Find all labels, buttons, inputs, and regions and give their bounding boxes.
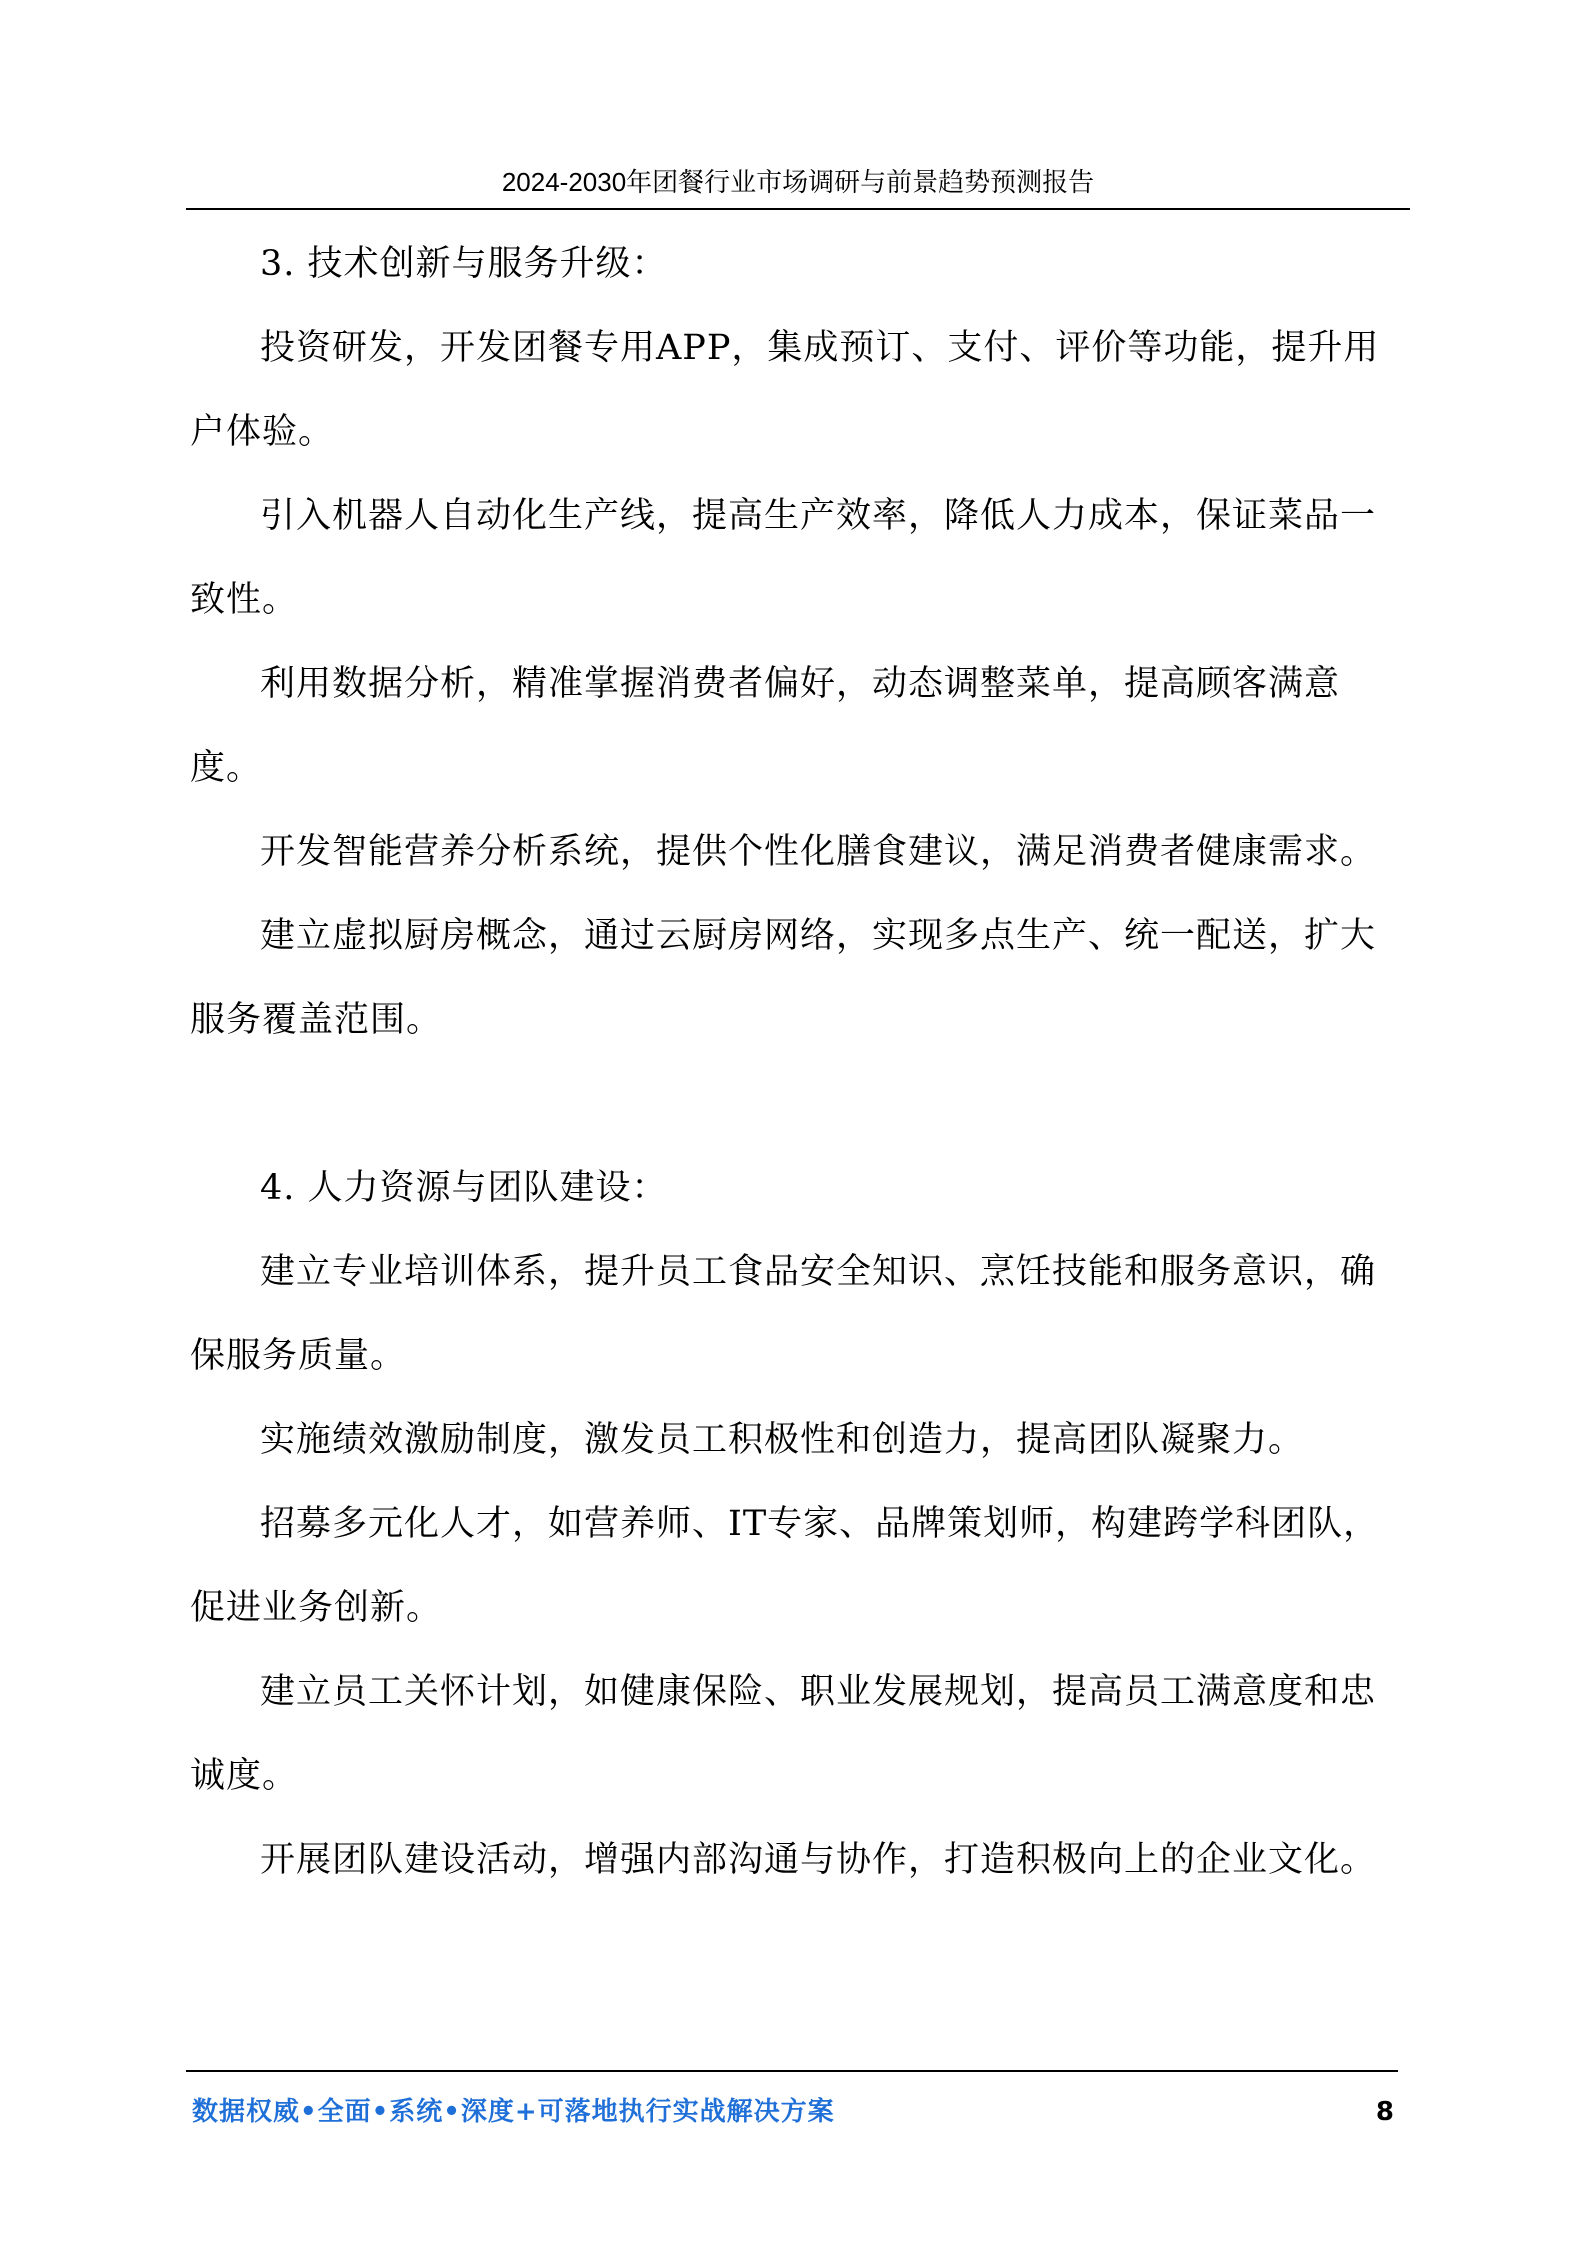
paragraph: 利用数据分析，精准掌握消费者偏好，动态调整菜单，提高顾客满意度。 (190, 664, 1341, 788)
paragraph: 引入机器人自动化生产线，提高生产效率，降低人力成本，保证菜品一致性。 (190, 496, 1377, 620)
footer-slogan: 数据权威•全面•系统•深度+可落地执行实战解决方案 (192, 2097, 835, 2127)
paragraph: 投资研发，开发团餐专用APP，集成预订、支付、评价等功能，提升用户体验。 (190, 328, 1380, 452)
paragraph: 建立虚拟厨房概念，通过云厨房网络，实现多点生产、统一配送，扩大服务覆盖范围。 (190, 916, 1377, 1040)
section-spacer (190, 1062, 1400, 1146)
paragraph: 建立专业培训体系，提升员工食品安全知识、烹饪技能和服务意识，确保服务质量。 (190, 1252, 1377, 1376)
header-divider (186, 208, 1410, 210)
paragraph: 建立员工关怀计划，如健康保险、职业发展规划，提高员工满意度和忠诚度。 (190, 1672, 1377, 1796)
paragraph: 开展团队建设活动，增强内部沟通与协作，打造积极向上的企业文化。 (260, 1840, 1377, 1880)
paragraph: 实施绩效激励制度，激发员工积极性和创造力，提高团队凝聚力。 (260, 1420, 1305, 1460)
page-header-title: 2024-2030年团餐行业市场调研与前景趋势预测报告 (501, 167, 1095, 197)
page-number: 8 (1375, 2097, 1394, 2127)
paragraph: 招募多元化人才，如营养师、IT专家、品牌策划师，构建跨学科团队，促进业务创新。 (190, 1504, 1380, 1628)
footer-divider (186, 2070, 1398, 2072)
document-body (190, 222, 1400, 1902)
section-heading: 4. 人力资源与团队建设： (260, 1168, 668, 1208)
section-heading: 3. 技术创新与服务升级： (260, 244, 668, 284)
paragraph: 开发智能营养分析系统，提供个性化膳食建议，满足消费者健康需求。 (260, 832, 1377, 872)
